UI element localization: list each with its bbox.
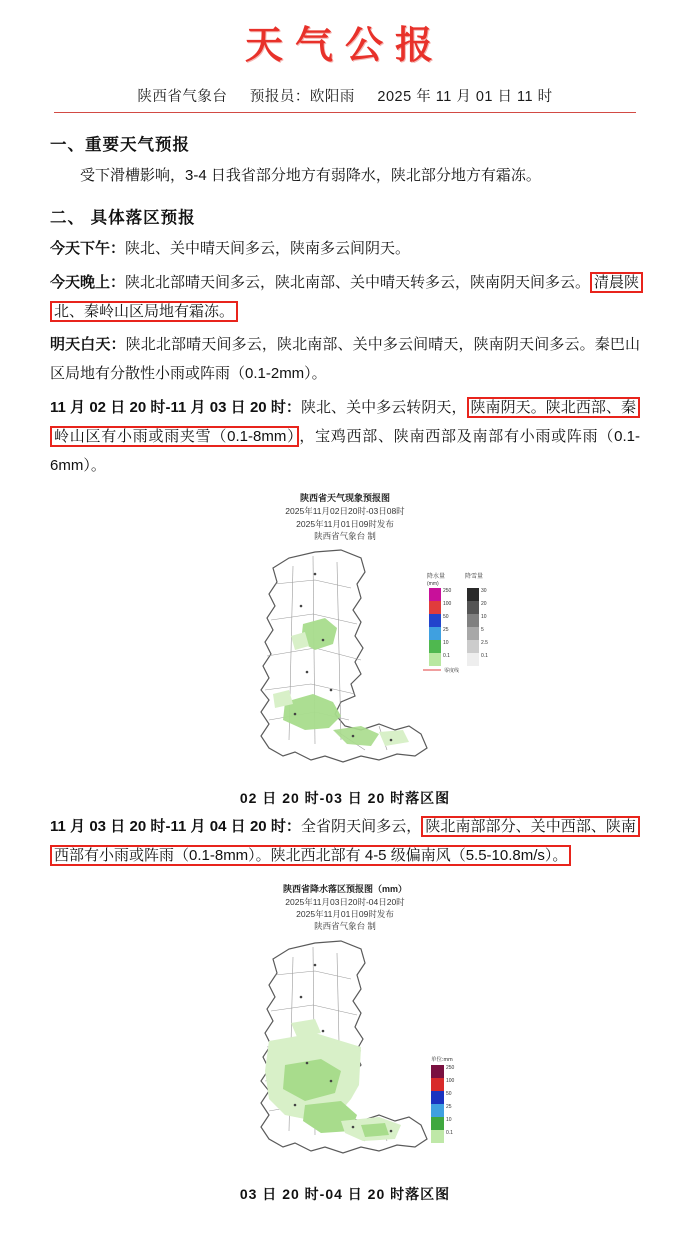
forecast-tomorrow-day-label: 明天白天： bbox=[50, 336, 126, 353]
forecast-tonight bbox=[50, 268, 640, 327]
figure-2-legend bbox=[431, 1055, 455, 1143]
section-1-body: 受下滑槽影响，3-4 日我省部分地方有弱降水，陕北部分地方有霜冻。 bbox=[80, 167, 541, 184]
figure-2-top-caption bbox=[165, 883, 525, 933]
page-title: 天气公报 bbox=[244, 25, 445, 67]
svg-text:250: 250 bbox=[443, 588, 452, 595]
svg-text:50: 50 bbox=[446, 1090, 452, 1097]
forecast-block-1102-highlight: 陕南阴天。陕北西部、秦岭山区有小雨或雨夹雪（0.1-8mm） bbox=[50, 397, 640, 447]
forecast-tonight-highlight: 清晨陕北、秦岭山区局地有霜冻。 bbox=[50, 272, 643, 322]
document-header bbox=[54, 85, 636, 113]
shaanxi-precipitation-map-1 bbox=[165, 544, 525, 784]
forecast-block-1103-highlight: 陕北南部部分、关中西部、陕南西部有小雨或阵雨（0.1-8mm）。陕北西北部有 4-5 级偏南风（5.5-10.8m/s）。 bbox=[50, 816, 640, 866]
forecast-block-1102-text-b: ，宝鸡西部、陕南西部及南部有小雨或阵雨（0.1-6mm）。 bbox=[50, 427, 640, 474]
svg-text:50: 50 bbox=[443, 614, 449, 621]
forecast-block-1103-label: 11 月 03 日 20 时-11 月 04 日 20 时： bbox=[50, 818, 301, 836]
figure-2-top-title: 陕西省降水落区预报图（mm） bbox=[282, 883, 407, 894]
forecast-today-afternoon-text: 陕北、关中晴天间多云，陕南多云间阴天。 bbox=[125, 240, 411, 258]
figure-1-legend bbox=[423, 572, 488, 674]
svg-text:10: 10 bbox=[443, 640, 449, 647]
svg-text:20: 20 bbox=[481, 601, 487, 608]
forecast-today-afternoon-label: 今天下午： bbox=[50, 240, 126, 258]
forecast-block-1102-text-a: 陕北、关中多云转阴天， bbox=[300, 398, 467, 416]
forecast-tonight-label: 今天晚上： bbox=[50, 273, 126, 291]
svg-text:30: 30 bbox=[481, 588, 487, 595]
svg-text:10: 10 bbox=[481, 614, 487, 621]
figure-1-top-caption bbox=[165, 492, 525, 542]
forecast-tomorrow-day bbox=[50, 330, 640, 389]
forecast-block-1102 bbox=[50, 393, 640, 481]
svg-text:(mm): (mm) bbox=[427, 581, 439, 588]
svg-text:100: 100 bbox=[446, 1077, 455, 1084]
header-datetime: 2025 年 11 月 01 日 11 时 bbox=[377, 89, 553, 105]
figure-1-top-line2: 2025年11月02日20时-03日08时 bbox=[285, 506, 405, 517]
figure-2-caption: 03 日 20 时-04 日 20 时落区图 bbox=[239, 1185, 451, 1202]
svg-text:单位:mm: 单位:mm bbox=[431, 1056, 453, 1063]
forecast-block-1102-label: 11 月 02 日 20 时-11 月 03 日 20 时： bbox=[50, 398, 301, 416]
svg-text:零度线: 零度线 bbox=[444, 668, 460, 675]
svg-text:0.1: 0.1 bbox=[443, 653, 450, 660]
shaanxi-precipitation-map-2 bbox=[165, 935, 525, 1180]
svg-text:250: 250 bbox=[446, 1064, 455, 1071]
svg-text:10: 10 bbox=[446, 1116, 452, 1123]
forecast-today-afternoon bbox=[50, 234, 640, 263]
forecast-tonight-text: 陕北北部晴天间多云，陕北南部、关中晴天转多云，陕南阴天间多云。 bbox=[125, 273, 591, 291]
svg-text:25: 25 bbox=[446, 1103, 452, 1110]
svg-text:2.5: 2.5 bbox=[481, 640, 488, 647]
svg-text:5: 5 bbox=[481, 627, 484, 634]
figure-1-top-line3: 2025年11月01日09时发布 bbox=[296, 518, 394, 529]
forecast-tomorrow-day-text: 陕北北部晴天间多云，陕北南部、关中多云间晴天，陕南阴天间多云。秦巴山区局地有分散性小雨或阵雨（0.1-2mm）。 bbox=[50, 336, 640, 383]
svg-text:0.1: 0.1 bbox=[446, 1129, 453, 1136]
forecast-block-1103-text-a: 全省阴天间多云， bbox=[300, 818, 422, 836]
figure-2-top-line2: 2025年11月03日20时-04日20时 bbox=[285, 896, 405, 907]
figure-2-top-line4: 陕西省气象台 制 bbox=[314, 921, 376, 932]
svg-text:0.1: 0.1 bbox=[481, 653, 488, 660]
svg-text:降雪量: 降雪量 bbox=[465, 574, 484, 581]
header-forecaster: 预报员：欧阳雨 bbox=[249, 89, 355, 105]
figure-1 bbox=[50, 492, 640, 808]
figure-1-map-wrap bbox=[165, 492, 525, 784]
figure-2-top-line3: 2025年11月01日09时发布 bbox=[296, 909, 394, 920]
figure-1-caption: 02 日 20 时-03 日 20 时落区图 bbox=[239, 790, 451, 807]
svg-text:降水量: 降水量 bbox=[427, 574, 446, 581]
section-1-heading: 一、重要天气预报 bbox=[50, 136, 190, 154]
figure-2 bbox=[50, 883, 640, 1204]
svg-text:100: 100 bbox=[443, 601, 452, 608]
figure-2-map-wrap bbox=[165, 883, 525, 1180]
svg-text:25: 25 bbox=[443, 627, 449, 634]
document-content bbox=[0, 113, 690, 1204]
section-2-heading: 二、 具体落区预报 bbox=[50, 209, 196, 228]
figure-1-top-line4: 陕西省气象台 制 bbox=[314, 530, 376, 541]
forecast-block-1103 bbox=[50, 812, 640, 871]
figure-1-top-title: 陕西省天气现象预报图 bbox=[299, 493, 390, 504]
header-issuer: 陕西省气象台 bbox=[137, 89, 228, 105]
